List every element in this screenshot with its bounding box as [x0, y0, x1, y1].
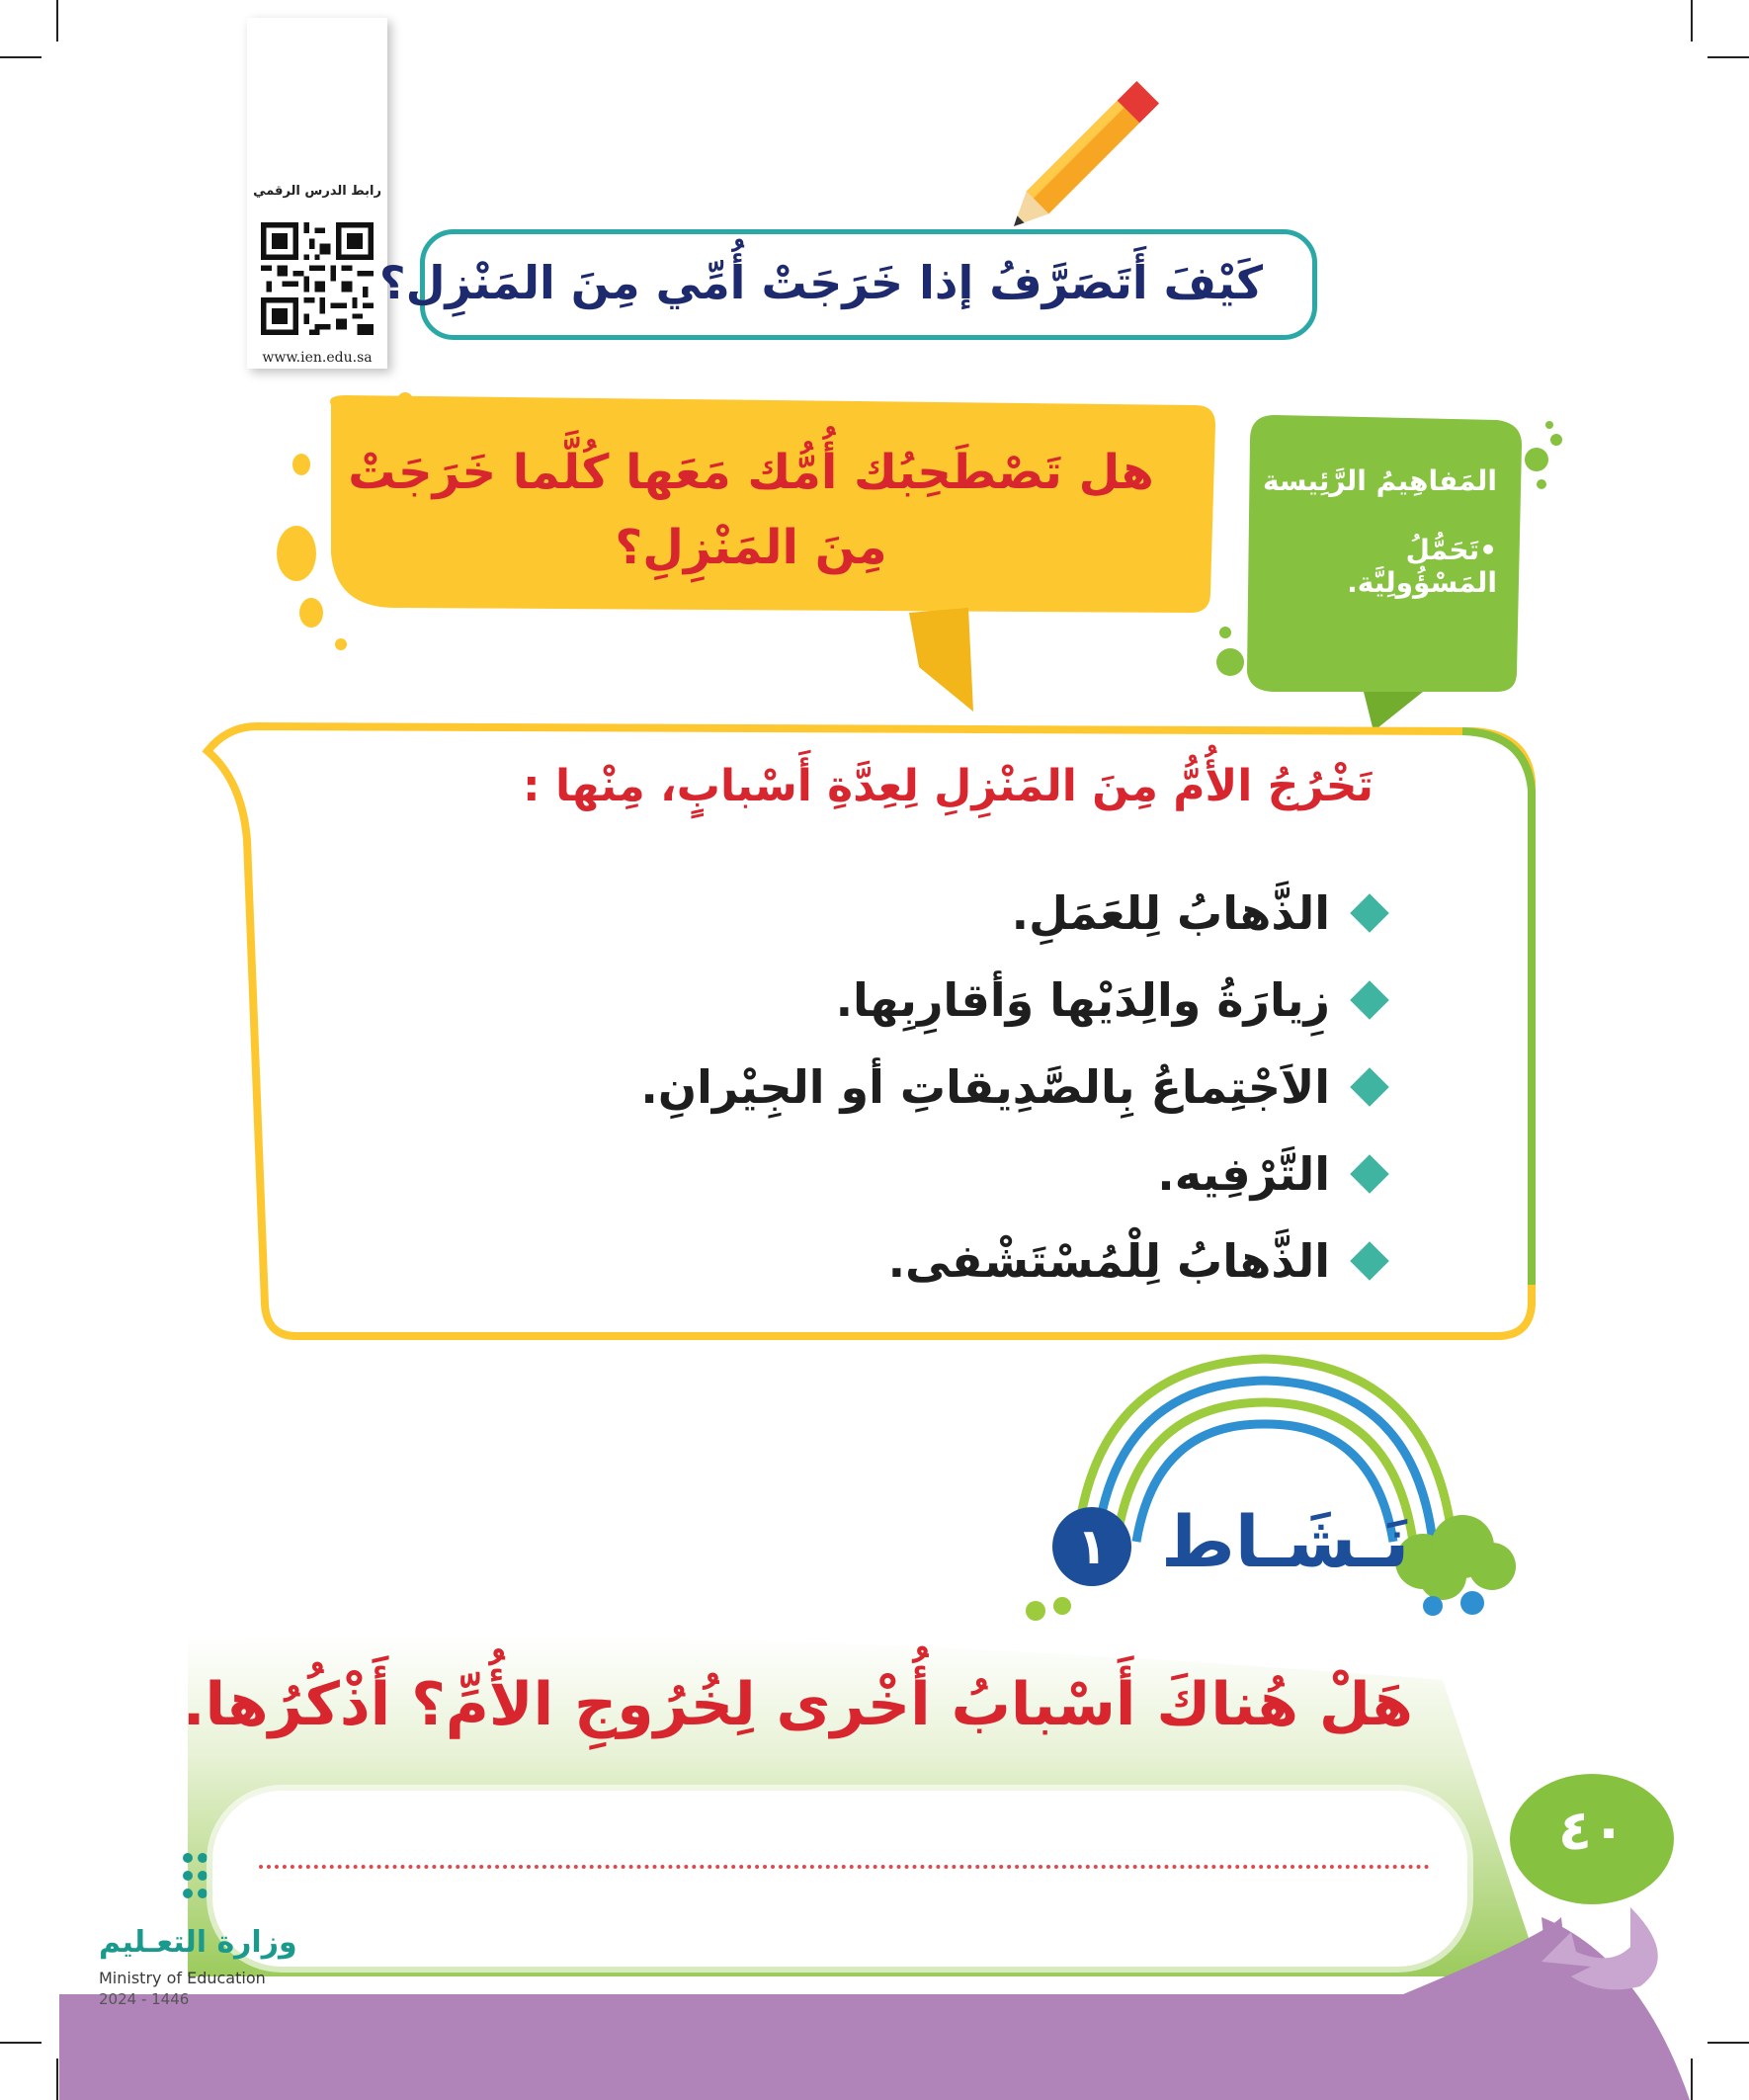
pencil-icon [1003, 81, 1159, 237]
activity-label: نَـشَـاط [1161, 1500, 1410, 1583]
qr-code-icon[interactable] [261, 213, 374, 344]
activity-question: هَلْ هُناكَ أَسْبابُ أُخْرى لِخُرُوجِ الأُمِّ؟ أَذْكُرُها. [182, 1670, 1413, 1739]
question-line: هل تَصْطَحِبُك أُمُّك مَعَها كُلَّما خَرَجَتْ [348, 445, 1154, 500]
activity-number-badge: ١ [1052, 1507, 1131, 1586]
concepts-title: المَفاهِيمُ الرَّئِيسة [1262, 464, 1497, 497]
question-bubble-text [316, 435, 1186, 585]
concepts-item: •تَحَمُّلُ المَسْؤُولِيَّة. [1347, 534, 1497, 599]
answer-box[interactable] [212, 1791, 1467, 1967]
page-number: ٤٠ [1557, 1799, 1626, 1863]
lesson-title-box [378, 229, 1317, 340]
answer-line[interactable] [259, 1865, 1430, 1869]
ministry-name-en: Ministry of Education [99, 1969, 266, 1987]
diamond-bullet-icon [1350, 980, 1389, 1020]
reasons-heading: تَخْرُجُ الأُمُّ مِنَ المَنْزِلِ لِعِدَّةِ أَسْبابٍ، مِنْها : [523, 761, 1374, 811]
diamond-bullet-icon [1350, 1241, 1389, 1281]
flower-icon [1026, 1597, 1071, 1621]
diamond-bullet-icon [1350, 893, 1389, 933]
lesson-title: كَيْفَ أَتَصَرَّفُ إذا خَرَجَتْ أُمِّي مِنَ المَنْزِل؟ [378, 256, 1263, 309]
list-item: الذَّهابُ لِلْمُسْتَشْفى. [494, 1218, 1383, 1304]
ministry-year: 2024 - 1446 [99, 1990, 190, 2008]
question-line: مِنَ المَنْزِلِ؟ [615, 520, 887, 575]
diamond-bullet-icon [1350, 1067, 1389, 1107]
reasons-list [494, 870, 1383, 1304]
ministry-name-ar: وزارة التعـليم [99, 1925, 297, 1960]
qr-card[interactable] [247, 18, 387, 369]
list-item: التَّرْفِيه. [494, 1131, 1383, 1218]
qr-url[interactable]: www.ien.edu.sa [262, 350, 373, 366]
list-item: زِيارَةُ والِدَيْها وَأقارِبِها. [494, 957, 1383, 1044]
list-item: الذَّهابُ لِلعَمَلِ. [494, 870, 1383, 957]
list-item: الاَجْتِماعُ بِالصَّدِيقاتِ أو الجِيْرانِ. [494, 1044, 1383, 1131]
diamond-bullet-icon [1350, 1154, 1389, 1194]
qr-label: رابط الدرس الرقمي [253, 184, 381, 199]
